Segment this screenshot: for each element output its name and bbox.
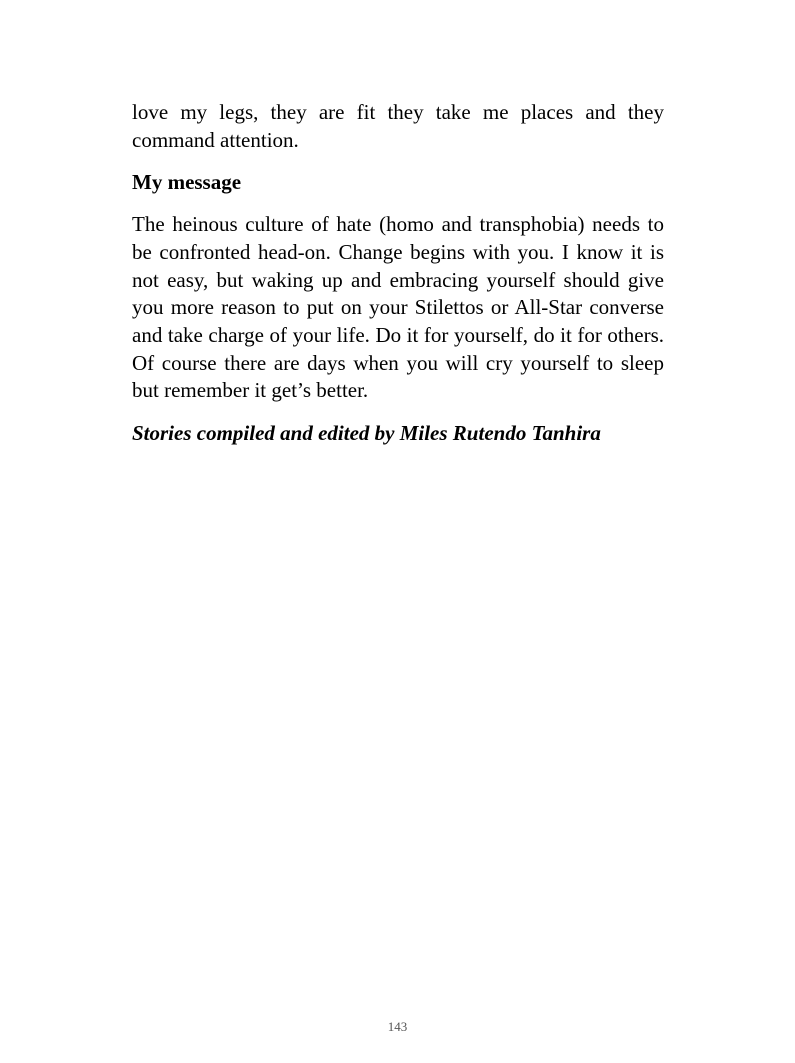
message-paragraph: The heinous culture of hate (homo and transphobia) needs to be confronted head-on. Change begins with you. I know it is not easy, but waking up and embracing yourself should give you more reason to put on your Stilettos or All-Star converse and take charge of your life. Do it for yourself, do it for others. Of course there are days when you will cry yourself to sleep but remember it get’s better. — [132, 212, 664, 403]
spacer — [132, 154, 664, 169]
spacer — [132, 405, 664, 420]
signature-line: Stories compiled and edited by Miles Rutendo Tanhira — [132, 421, 601, 446]
opening-paragraph: love my legs, they are fit they take me places and they command attention. — [132, 100, 664, 152]
spacer — [132, 197, 664, 211]
page-content — [132, 99, 664, 448]
page-number: 143 — [387, 1019, 408, 1034]
section-heading: My message — [132, 170, 242, 195]
